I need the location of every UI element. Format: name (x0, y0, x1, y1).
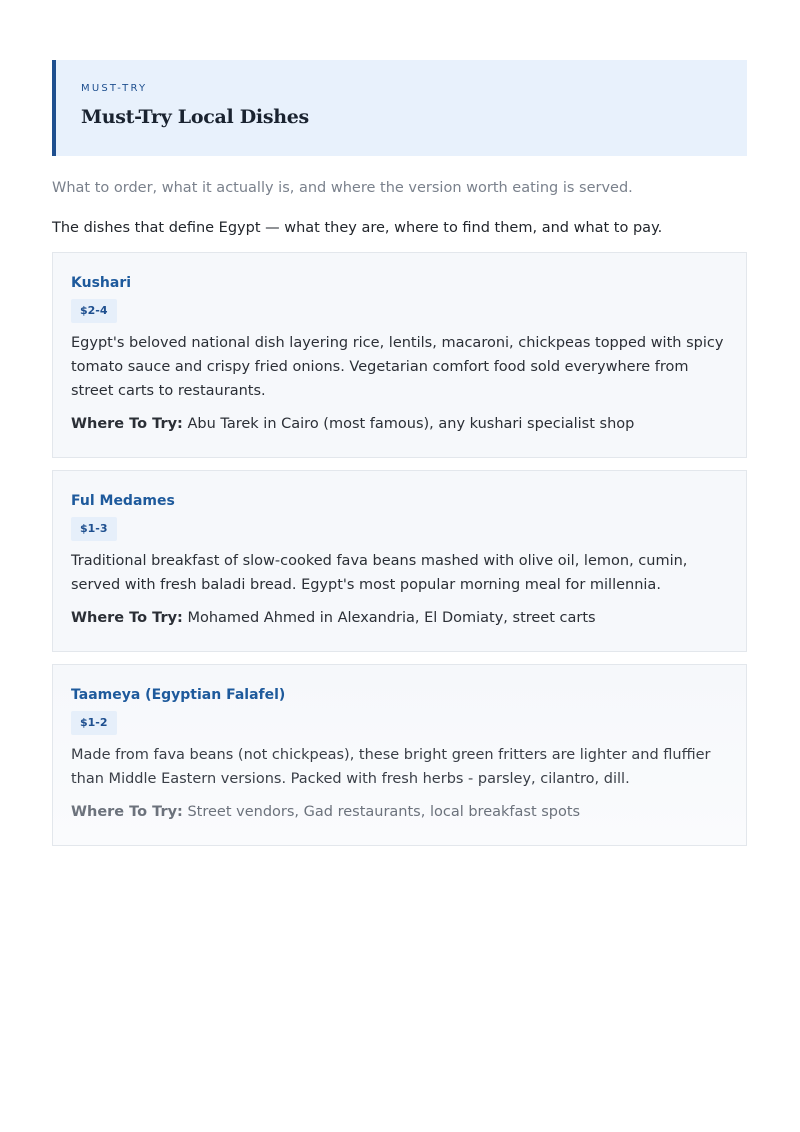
where-to-try-value: Street vendors, Gad restaurants, local breakfast spots (187, 804, 581, 820)
dish-name: Taameya (Egyptian Falafel) (71, 687, 286, 703)
where-to-try (71, 607, 728, 629)
section-header (52, 60, 747, 156)
dishes-section (52, 60, 747, 846)
dish-description: Traditional breakfast of slow-cooked fava beans mashed with olive oil, lemon, cumin, served with fresh baladi bread. Egypt's most popular morning meal for millennia. (71, 553, 688, 593)
section-eyebrow: MUST-TRY (81, 83, 148, 94)
price-badge: $2-4 (71, 299, 117, 323)
dish-description: Made from fava beans (not chickpeas), these bright green fritters are lighter and fluffier than Middle Eastern versions. Packed with fresh herbs - parsley, cilantro, dill. (71, 747, 711, 787)
section-title: Must-Try Local Dishes (81, 106, 309, 128)
where-to-try-value: Abu Tarek in Cairo (most famous), any kushari specialist shop (187, 416, 635, 432)
where-to-try (71, 801, 728, 823)
where-to-try-label: Where To Try: (71, 804, 183, 820)
price-badge: $1-3 (71, 517, 117, 541)
dish-card-taameya (52, 664, 747, 846)
dish-name: Kushari (71, 275, 132, 291)
price-badge: $1-2 (71, 711, 117, 735)
dish-name: Ful Medames (71, 493, 175, 509)
where-to-try-value: Mohamed Ahmed in Alexandria, El Domiaty, street carts (187, 610, 596, 626)
dish-card-kushari (52, 252, 747, 458)
dish-card-ful-medames (52, 470, 747, 652)
where-to-try-label: Where To Try: (71, 416, 183, 432)
where-to-try-label: Where To Try: (71, 610, 183, 626)
section-intro: The dishes that define Egypt — what they are, where to find them, and what to pay. (52, 220, 663, 236)
section-subtitle: What to order, what it actually is, and where the version worth eating is served. (52, 180, 633, 196)
where-to-try (71, 413, 728, 435)
dish-description: Egypt's beloved national dish layering rice, lentils, macaroni, chickpeas topped with spicy tomato sauce and crispy fried onions. Vegetarian comfort food sold everywhere from street carts to restaurants. (71, 335, 724, 399)
